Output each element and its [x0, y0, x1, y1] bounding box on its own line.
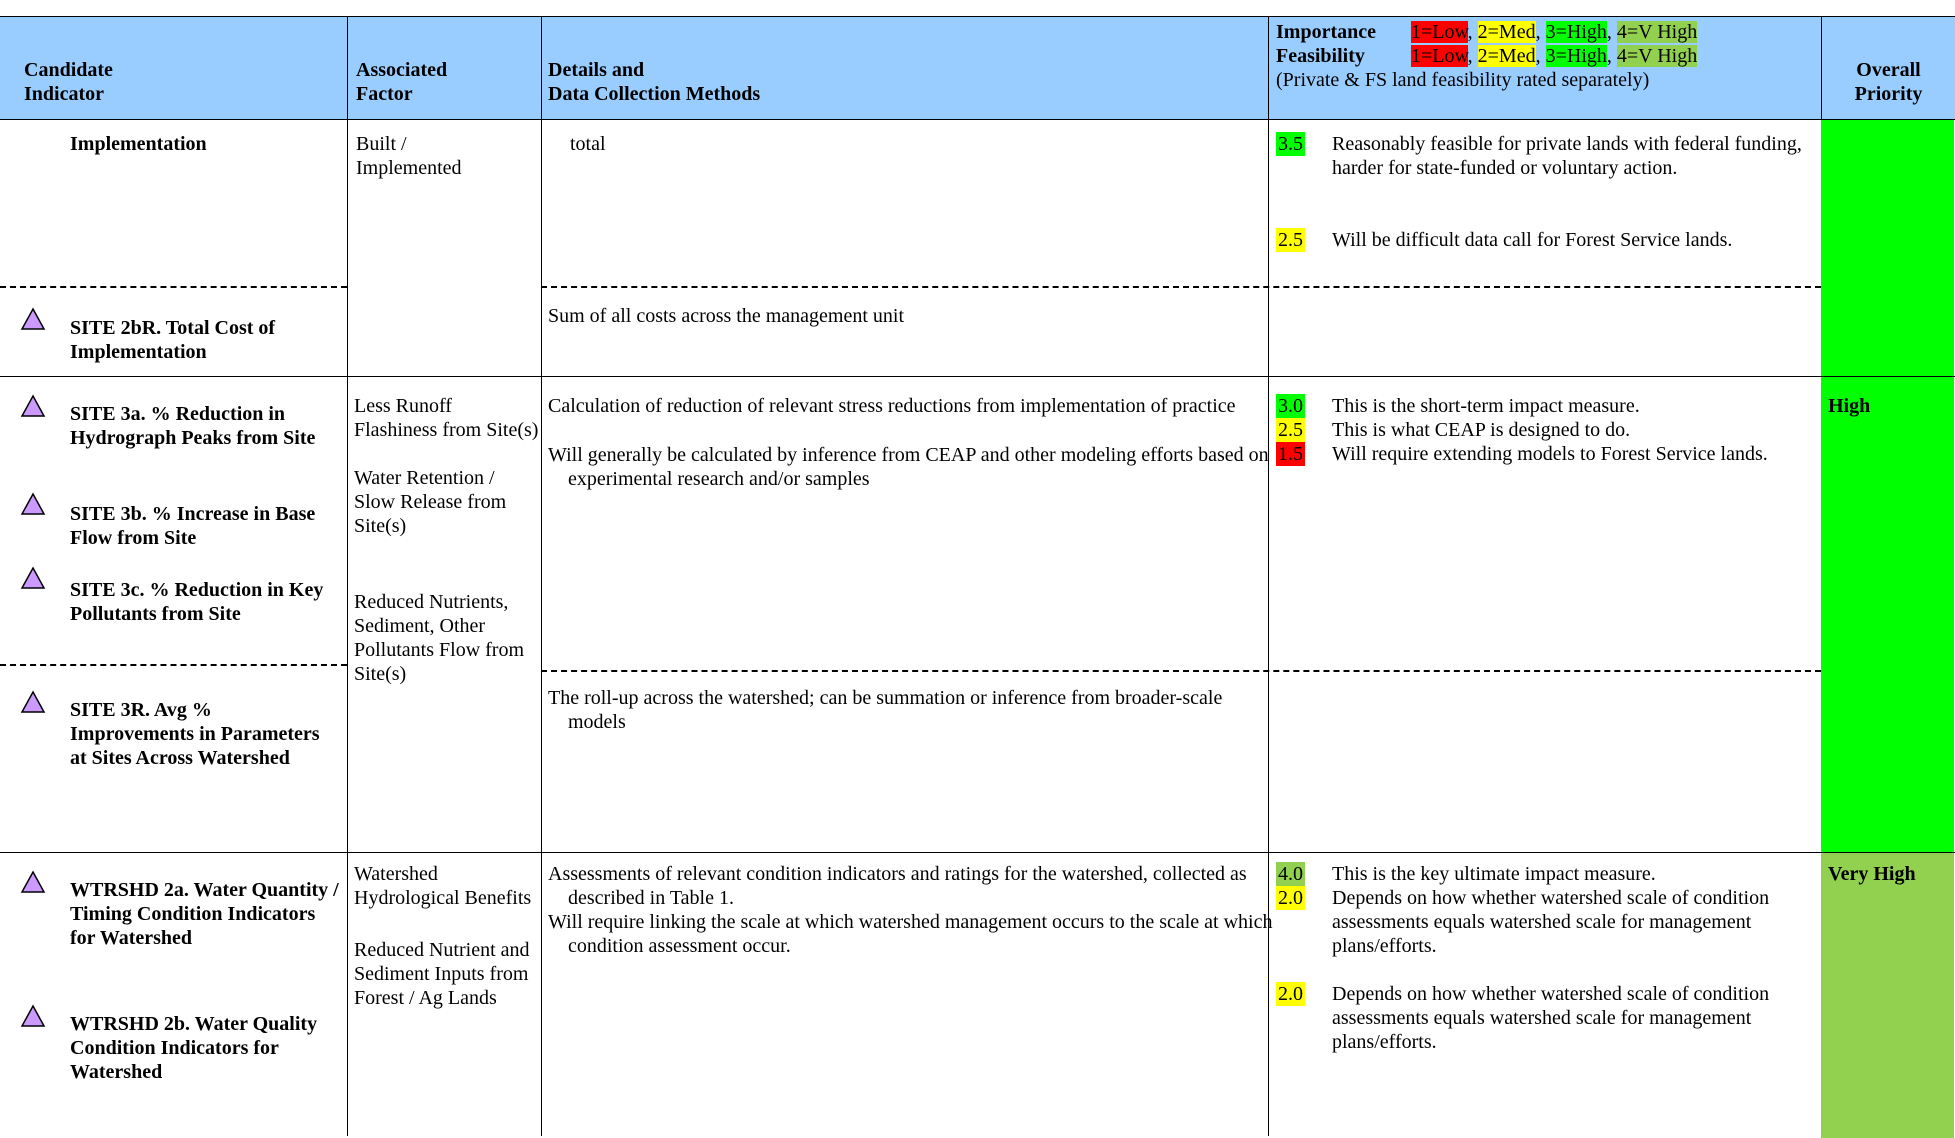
details-inference: Will generally be calculated by inference from CEAP and other modeling efforts based on experimental research and/or samples	[548, 444, 1269, 490]
factor-hydrological: Watershed Hydrological Benefits	[354, 863, 532, 909]
factor-runoff: Less Runoff Flashiness from Site(s)	[354, 395, 539, 441]
priority-fill-row1	[1821, 120, 1954, 376]
header-indicator: Candidate Indicator	[24, 59, 113, 105]
factor-reduced-nutrients: Reduced Nutrients, Sediment, Other Pollutants Flow from Site(s)	[354, 591, 525, 685]
dash-r1-ind	[0, 286, 347, 288]
priority-high: High	[1828, 395, 1871, 417]
header-rating-scale: Importance 1=Low, 2=Med, 3=High, 4=V High Feasibility 1=Low, 2=Med, 3=High, 4=V High (Private & FS land feasibility rated separately)	[1276, 21, 1698, 91]
purple-triangle-icon	[20, 307, 46, 331]
indicator-site-3r: SITE 3R. Avg % Improvements in Parameters at Sites Across Watershed	[70, 699, 320, 769]
indicator-wtrshd-2b: WTRSHD 2b. Water Quality Condition Indicators for Watershed	[70, 1013, 318, 1083]
purple-triangle-icon	[20, 492, 46, 516]
header-priority: Overall Priority	[1854, 59, 1923, 105]
feasibility-r2-2: 2.5 This is what CEAP is designed to do.	[1278, 419, 1631, 441]
feasibility-r2-3: 1.5 Will require extending models to Forest Service lands.	[1278, 443, 1768, 465]
rule-row1-bottom	[0, 376, 1955, 377]
rule-header-bottom	[0, 119, 1955, 120]
dash-r2-right	[541, 670, 1821, 672]
indicator-site-3b: SITE 3b. % Increase in Base Flow from Site	[70, 503, 316, 549]
details-assessments: Assessments of relevant condition indicators and ratings for the watershed, collected as described in Table 1.	[548, 863, 1247, 909]
details-total: total	[570, 133, 606, 155]
feasibility-r3-3: 2.0 Depends on how whether watershed scale of condition assessments equals watershed scale for management plans/efforts.	[1278, 983, 1770, 1053]
rule-top	[0, 16, 1955, 17]
details-calc-reduction: Calculation of reduction of relevant stress reductions from implementation of practice	[548, 395, 1236, 417]
indicator-site-2br: SITE 2bR. Total Cost of Implementation	[70, 317, 276, 363]
header-details: Details and Data Collection Methods	[548, 59, 761, 105]
feasibility-r1-2: 2.5 Will be difficult data call for Forest Service lands.	[1278, 229, 1733, 251]
feasibility-r3-2: 2.0 Depends on how whether watershed scale of condition assessments equals watershed scale for management plans/efforts.	[1278, 887, 1770, 957]
rule-col4	[1268, 16, 1269, 1136]
purple-triangle-icon	[20, 394, 46, 418]
dash-r1-right	[541, 286, 1821, 288]
priority-fill-row3	[1821, 853, 1954, 1138]
priority-very-high: Very High	[1828, 863, 1916, 885]
feasibility-r3-1: 4.0 This is the key ultimate impact measure.	[1278, 863, 1656, 885]
rule-col2	[347, 16, 348, 1136]
indicator-implementation: Implementation	[70, 133, 207, 155]
purple-triangle-icon	[20, 1004, 46, 1028]
feasibility-r1-1: 3.5 Reasonably feasible for private lands with federal funding, harder for state-funded or voluntary action.	[1278, 133, 1802, 179]
details-linking-scale: Will require linking the scale at which watershed management occurs to the scale at which condition assessment occur.	[548, 911, 1273, 957]
header-factor: Associated Factor	[356, 59, 448, 105]
indicator-site-3c: SITE 3c. % Reduction in Key Pollutants from Site	[70, 579, 324, 625]
details-sum-costs: Sum of all costs across the management unit	[548, 305, 905, 327]
dash-r2-ind	[0, 664, 347, 666]
feasibility-r2-1: 3.0 This is the short-term impact measure.	[1278, 395, 1640, 417]
priority-fill-row2	[1821, 377, 1954, 852]
indicator-wtrshd-2a: WTRSHD 2a. Water Quantity / Timing Condition Indicators for Watershed	[70, 879, 339, 949]
indicator-site-3a: SITE 3a. % Reduction in Hydrograph Peaks from Site	[70, 403, 316, 449]
factor-built: Built / Implemented	[356, 133, 462, 179]
details-rollup: The roll-up across the watershed; can be summation or inference from broader-scale models	[548, 687, 1223, 733]
purple-triangle-icon	[20, 870, 46, 894]
purple-triangle-icon	[20, 566, 46, 590]
purple-triangle-icon	[20, 690, 46, 714]
rule-col3	[541, 16, 542, 1136]
factor-retention: Water Retention / Slow Release from Site(s)	[354, 467, 507, 537]
factor-reduced-inputs: Reduced Nutrient and Sediment Inputs from Forest / Ag Lands	[354, 939, 530, 1009]
rule-row2-bottom	[0, 852, 1955, 853]
